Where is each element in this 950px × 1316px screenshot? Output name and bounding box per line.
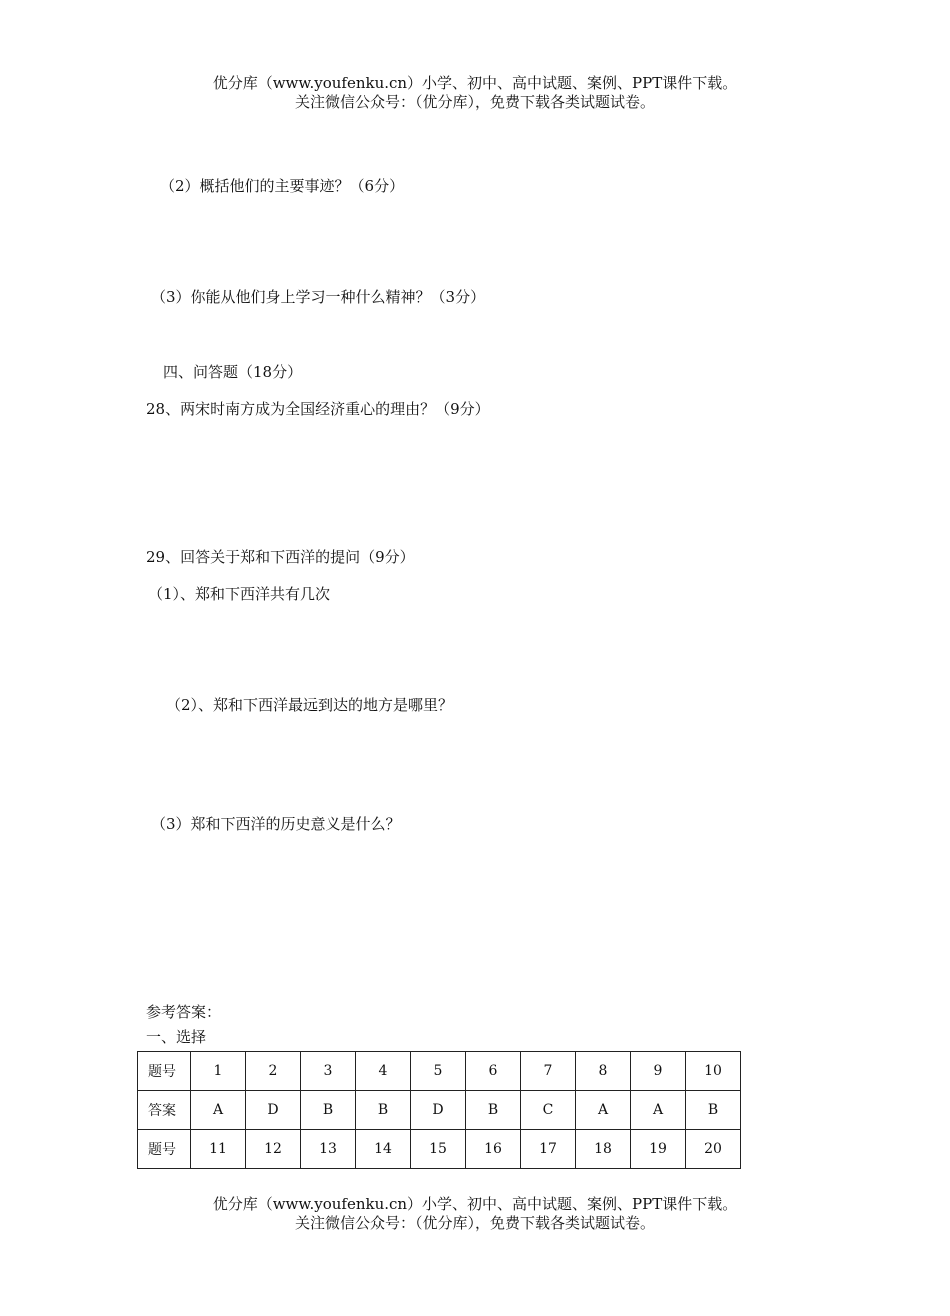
question-29-2: （2）、郑和下西洋最远到达的地方是哪里？ bbox=[166, 696, 454, 714]
table-cell: B bbox=[466, 1091, 521, 1130]
table-cell: 17 bbox=[521, 1130, 576, 1169]
table-cell: 4 bbox=[356, 1052, 411, 1091]
table-cell: A bbox=[191, 1091, 246, 1130]
question-29-3: （3）郑和下西洋的历史意义是什么？ bbox=[151, 815, 401, 833]
table-cell: 20 bbox=[686, 1130, 741, 1169]
table-cell: 9 bbox=[631, 1052, 686, 1091]
table-cell: 7 bbox=[521, 1052, 576, 1091]
table-row bbox=[138, 1052, 741, 1091]
table-cell: 10 bbox=[686, 1052, 741, 1091]
table-cell: C bbox=[521, 1091, 576, 1130]
question-28: 28、两宋时南方成为全国经济重心的理由？（9分） bbox=[146, 400, 490, 418]
table-cell: A bbox=[576, 1091, 631, 1130]
table-cell: 15 bbox=[411, 1130, 466, 1169]
answer-table bbox=[137, 1051, 741, 1169]
question-27-3: （3）你能从他们身上学习一种什么精神？（3分） bbox=[151, 288, 486, 306]
section-4-heading: 四、问答题（18分） bbox=[163, 363, 303, 381]
table-row-label: 答案 bbox=[138, 1091, 191, 1130]
footer-line-1: 优分库（www.youfenku.cn）小学、初中、高中试题、案例、PPT课件下载。 bbox=[212, 1195, 738, 1213]
table-row bbox=[138, 1091, 741, 1130]
header-line-2: 关注微信公众号：（优分库），免费下载各类试题试卷。 bbox=[294, 93, 655, 111]
table-cell: D bbox=[411, 1091, 466, 1130]
table-cell: 8 bbox=[576, 1052, 631, 1091]
question-27-2: （2）概括他们的主要事迹？（6分） bbox=[160, 177, 405, 195]
table-cell: 3 bbox=[301, 1052, 356, 1091]
answers-section-1: 一、选择 bbox=[146, 1028, 207, 1046]
table-cell: 12 bbox=[246, 1130, 301, 1169]
table-cell: 13 bbox=[301, 1130, 356, 1169]
question-29: 29、回答关于郑和下西洋的提问（9分） bbox=[146, 548, 415, 566]
table-row bbox=[138, 1130, 741, 1169]
question-29-1: （1）、郑和下西洋共有几次 bbox=[148, 585, 331, 603]
table-cell: D bbox=[246, 1091, 301, 1130]
table-row-label: 题号 bbox=[138, 1052, 191, 1091]
table-cell: 11 bbox=[191, 1130, 246, 1169]
table-cell: 2 bbox=[246, 1052, 301, 1091]
table-cell: 18 bbox=[576, 1130, 631, 1169]
table-cell: B bbox=[686, 1091, 741, 1130]
table-cell: A bbox=[631, 1091, 686, 1130]
table-cell: B bbox=[356, 1091, 411, 1130]
table-cell: 16 bbox=[466, 1130, 521, 1169]
table-cell: 19 bbox=[631, 1130, 686, 1169]
header-line-1: 优分库（www.youfenku.cn）小学、初中、高中试题、案例、PPT课件下载。 bbox=[212, 74, 738, 92]
table-cell: 14 bbox=[356, 1130, 411, 1169]
answers-title: 参考答案： bbox=[146, 1003, 222, 1021]
table-row-label: 题号 bbox=[138, 1130, 191, 1169]
footer-line-2: 关注微信公众号：（优分库），免费下载各类试题试卷。 bbox=[294, 1214, 655, 1232]
table-cell: B bbox=[301, 1091, 356, 1130]
table-cell: 6 bbox=[466, 1052, 521, 1091]
table-cell: 5 bbox=[411, 1052, 466, 1091]
table-cell: 1 bbox=[191, 1052, 246, 1091]
